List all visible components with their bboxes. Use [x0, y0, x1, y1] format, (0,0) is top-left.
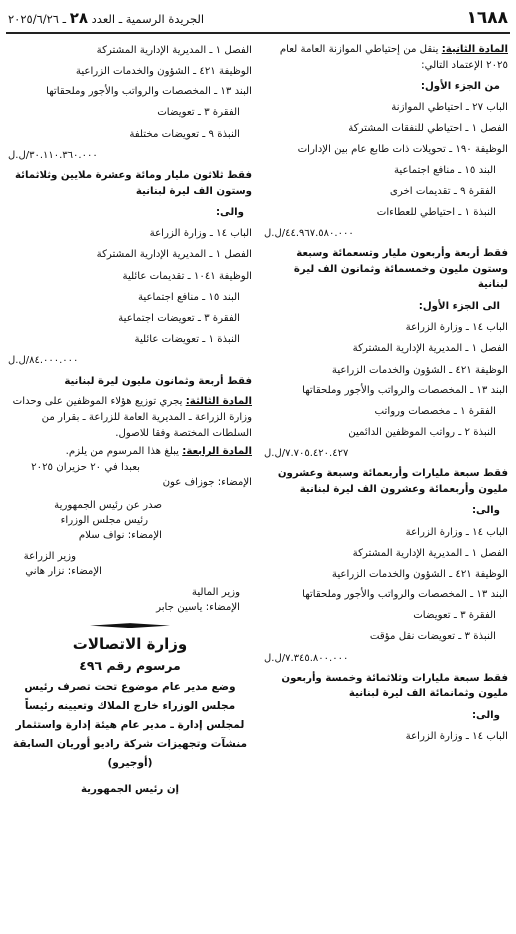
budget-line: الباب ١٤ ـ وزارة الزراعة [405, 730, 508, 742]
amount-value: ٨٤.٠٠٠.٠٠٠/ل.ل [8, 355, 79, 367]
amount-value: ٤٤.٩٦٧.٥٨٠.٠٠٠/ل.ل [264, 228, 354, 240]
section-heading: الى الجزء الأول: [418, 300, 500, 312]
budget-line: الباب ٢٧ ـ احتياطي الموازنة [391, 102, 508, 114]
budget-subline: الفقرة ١ ـ مخصصات ورواتب [374, 405, 496, 417]
amount-in-words: فقط سبعة مليارات وثلاثمائة وخمسة وأربعون مليون وثمانمائة الف ليرة لبنانية [281, 672, 508, 700]
amount-value: ٧.٣٤٥.٨٠٠.٠٠٠/ل.ل [264, 652, 349, 664]
issued-by: صدر عن رئيس الجمهورية [54, 500, 162, 512]
gazette-name: الجريدة الرسمية ـ العدد [91, 12, 205, 26]
section-heading: والى: [215, 207, 244, 219]
left-column [8, 40, 252, 801]
budget-line: الفصل ١ ـ المديرية الإدارية المشتركة [352, 547, 508, 559]
issue-number: ٢٨ [69, 9, 88, 27]
article-text: ينقل من إحتياطي الموازنة العامة لعام ٢٠٢٥ الإعتماد التالي: [279, 44, 508, 71]
article-4-label: المادة الرابعة: [182, 446, 252, 458]
decree-subject: وضع مدير عام موضوع تحت تصرف رئيس مجلس الوزراء خارج الملاك وتعيينه رئيساً لمجلس إدارة ـ مدير عام هيئة إدارة واستثمار منشآت وتجهيزات شركة راديو أوريان السابقة (أوجيرو) [12, 681, 248, 770]
budget-line: الوظيفة ٤٢١ ـ الشؤون والخدمات الزراعية [331, 568, 508, 580]
article-4 [8, 444, 252, 460]
budget-subline: الفقرة ٣ ـ تعويضات [413, 610, 496, 622]
budget-line: الفصل ١ ـ المديرية الإدارية المشتركة [96, 45, 252, 56]
budget-line: الوظيفة ٤٢١ ـ الشؤون والخدمات الزراعية [75, 66, 252, 78]
budget-subline: النبذة ١ ـ احتياطي للعطاءات [376, 207, 496, 219]
pm-title: رئيس مجلس الوزراء [60, 515, 148, 527]
agri-minister-signature: الإمضاء: نزار هاني [25, 566, 102, 578]
president-line: إن رئيس الجمهورية [81, 784, 179, 796]
budget-subline: النبذة ٩ ـ تعويضات مختلفة [129, 128, 240, 140]
pm-signature: الإمضاء: نواف سلام [78, 530, 162, 542]
budget-line: الفصل ١ ـ المديرية الإدارية المشتركة [352, 343, 508, 355]
issue-date: ـ ٢٠٢٥/٦/٢٦ [8, 12, 67, 26]
article-label: المادة الثانية: [441, 44, 508, 55]
budget-line: الفصل ١ ـ احتياطي للنفقات المشتركة [348, 123, 508, 135]
page-header [6, 6, 510, 34]
budget-line: البند ١٣ ـ المخصصات والرواتب والأجور وملحقاتها [46, 86, 252, 98]
amount-value: ٧.٧٠٥.٤٢٠.٤٢٧/ل.ل [264, 448, 349, 460]
president-signature: الإمضاء: جوزاف عون [162, 477, 252, 489]
article-paragraph [264, 40, 508, 76]
section-heading: من الجزء الأول: [420, 81, 500, 92]
budget-subline: النبذة ١ ـ تعويضات عائلية [134, 334, 240, 346]
right-column [264, 40, 508, 747]
budget-line: الوظيفة ٤٢١ ـ الشؤون والخدمات الزراعية [331, 364, 508, 376]
budget-line: الفصل ١ ـ المديرية الإدارية المشتركة [96, 249, 252, 261]
budget-line: الباب ١٤ ـ وزارة الزراعة [405, 526, 508, 538]
amount-value: ٣٠.١١٠.٣٦٠.٠٠٠/ل.ل [8, 149, 98, 161]
article-3 [8, 392, 252, 444]
budget-subline: البند ١٥ ـ منافع اجتماعية [393, 164, 496, 176]
section-heading: والى: [471, 505, 500, 517]
budget-line: الباب ١٤ ـ وزارة الزراعة [149, 228, 252, 240]
budget-line: الوظيفة ١٠٤١ ـ تقديمات عائلية [122, 270, 252, 282]
budget-subline: الفقرة ٩ ـ تقديمات اخرى [389, 185, 496, 197]
amount-in-words: فقط سبعة مليارات وأربعمائة وسبعة وعشرون مليون وأربعمائة وعشرون الف ليرة لبنانية [277, 468, 508, 495]
section-heading: والى: [471, 709, 500, 721]
budget-line: البند ١٣ ـ المخصصات والرواتب والأجور وملحقاتها [302, 384, 508, 396]
page-number: ١٦٨٨ [466, 8, 508, 28]
amount-in-words: فقط أربعة وأربعون مليار وتسعمائة وسبعة وستون مليون وخمسمائة وثمانون الف ليرة لبنانية [293, 248, 508, 291]
agri-minister-title: وزير الزراعة [23, 551, 76, 563]
budget-subline: البند ١٥ ـ منافع اجتماعية [137, 291, 240, 303]
article-4-text: يبلغ هذا المرسوم من يلزم. [65, 446, 183, 458]
issued-date: بعبدا في ٢٠ حزيران ٢٠٢٥ [31, 462, 140, 474]
budget-subline: الفقرة ٣ ـ تعويضات اجتماعية [118, 313, 240, 325]
budget-subline: النبذة ٢ ـ رواتب الموظفين الدائمين [348, 426, 496, 438]
ministry-title: وزارة الاتصالات [72, 635, 188, 654]
section-divider [90, 623, 170, 628]
finance-minister-signature: الإمضاء: ياسين جابر [156, 602, 240, 614]
finance-minister-title: وزير المالية [191, 587, 240, 599]
budget-line: الباب ١٤ ـ وزارة الزراعة [405, 322, 508, 334]
amount-in-words: فقط أربعة وثمانون مليون ليرة لبنانية [64, 375, 252, 387]
budget-line: البند ١٣ ـ المخصصات والرواتب والأجور وملحقاتها [302, 589, 508, 601]
budget-line: الوظيفة ١٩٠ ـ تحويلات ذات طابع عام بين الإدارات [297, 143, 508, 155]
amount-in-words: فقط ثلاثون مليار ومائة وعشرة ملايين وثلاثمائة وستون الف ليرة لبنانية [14, 170, 252, 197]
decree-number: مرسوم رقم ٤٩٦ [79, 658, 181, 674]
gazette-title [8, 9, 204, 27]
budget-subline: الفقرة ٣ ـ تعويضات [157, 107, 240, 119]
budget-subline: النبذة ٣ ـ تعويضات نقل مؤقت [369, 631, 496, 643]
article-3-label: المادة الثالثة: [185, 396, 252, 408]
left-column-entries [8, 40, 252, 392]
article-3-text: يجري توزيع هؤلاء الموظفين على وحدات وزارة الزراعة ـ المديرية العامة للزراعة ـ بقرار من السلطات المختصة وفقا للاصول. [12, 396, 252, 440]
